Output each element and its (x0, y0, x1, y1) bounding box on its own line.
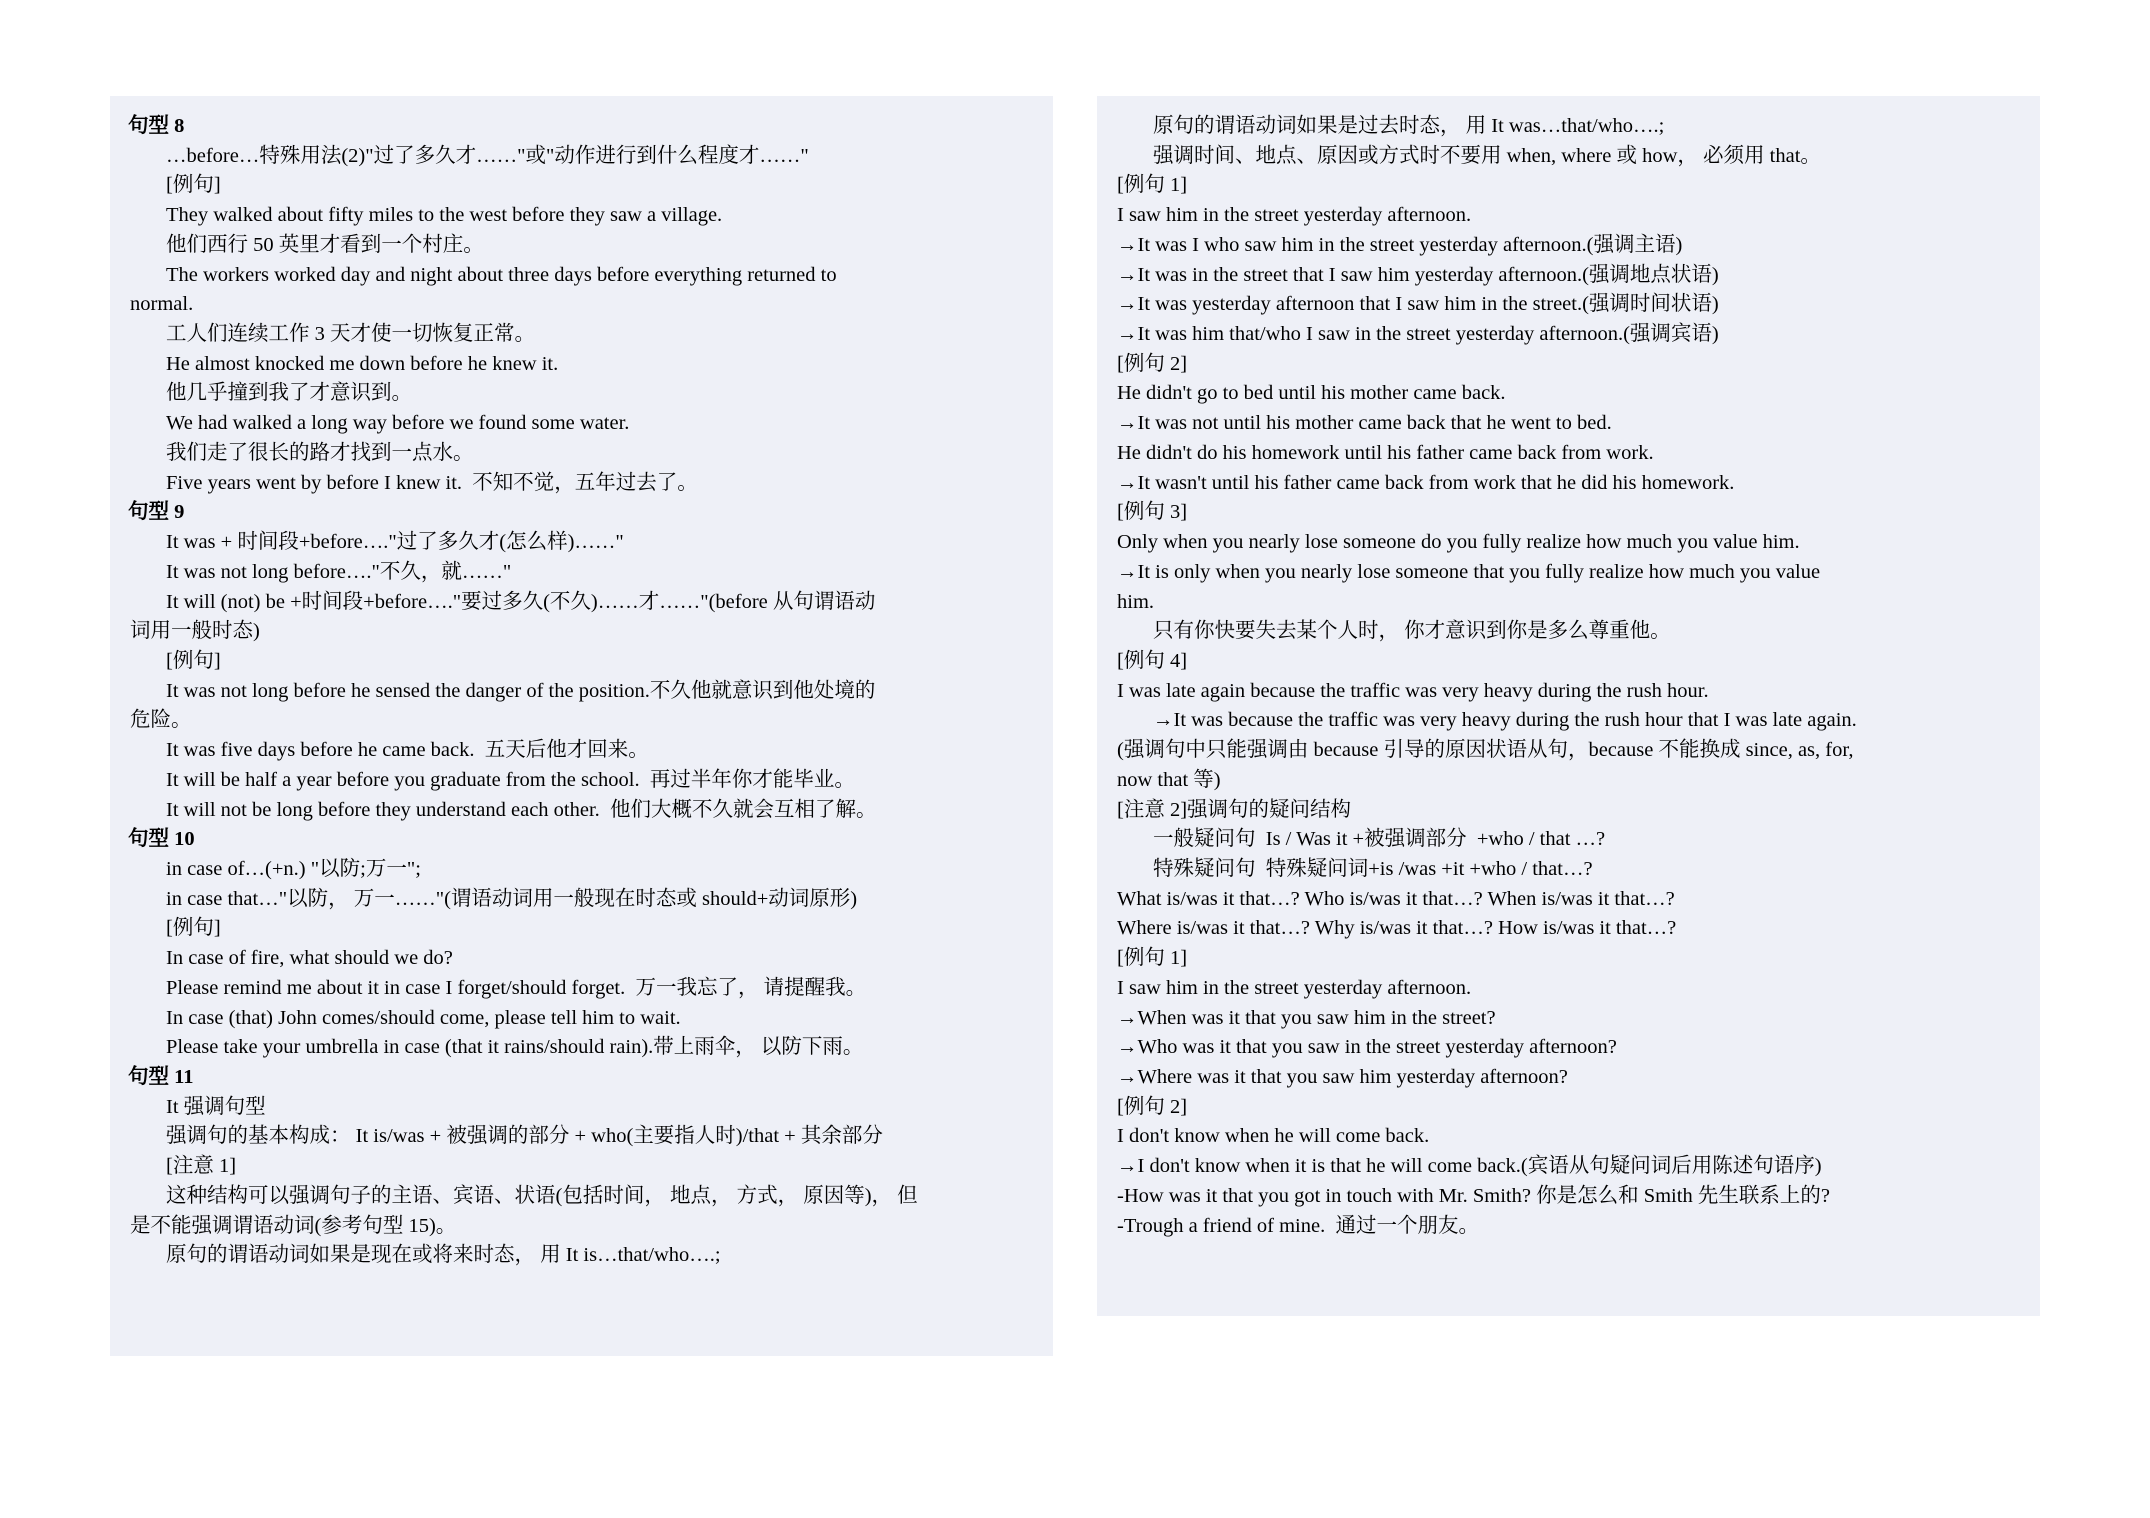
text-line: Only when you nearly lose someone do you fully realize how much you value him. (1117, 531, 1800, 554)
text-line: It will not be long before they understand each other. 他们大概不久就会互相了解。 (166, 798, 877, 821)
text-line: →Where was it that you saw him yesterday afternoon? (1117, 1066, 1568, 1088)
text-line: 只有你快要失去某个人时， 你才意识到你是多么尊重他。 (1153, 620, 1671, 643)
text-line: 我们走了很长的路才找到一点水。 (166, 441, 474, 464)
text-line: [例句 2] (1117, 1095, 1188, 1118)
text-line: It 强调句型 (166, 1095, 266, 1118)
text-line: I saw him in the street yesterday afternoon. (1117, 204, 1472, 227)
text-line: Five years went by before I knew it. 不知不觉，五年过去了。 (166, 471, 698, 494)
text-line: [例句 2] (1117, 352, 1188, 375)
text-line: in case that…"以防， 万一……"(谓语动词用一般现在时态或 should+动词原形) (166, 887, 858, 910)
text-line: …before…特殊用法(2)"过了多久才……"或"动作进行到什么程度才……" (166, 144, 809, 167)
text-line: It was + 时间段+before…."过了多久才(怎么样)……" (166, 531, 624, 554)
text-line: In case (that) John comes/should come, please tell him to wait. (166, 1006, 681, 1029)
text-line: →It wasn't until his father came back from work that he did his homework. (1117, 471, 1735, 494)
text-line: →It was in the street that I saw him yesterday afternoon.(强调地点状语) (1117, 263, 1719, 286)
text-line: -Trough a friend of mine. 通过一个朋友。 (1117, 1214, 1479, 1237)
text-line: The workers worked day and night about three days before everything returned to (166, 263, 837, 286)
text-line: 他们西行 50 英里才看到一个村庄。 (166, 233, 484, 256)
text-line: 是不能强调谓语动词(参考句型 15)。 (130, 1214, 457, 1237)
text-line: We had walked a long way before we found some water. (166, 412, 630, 435)
text-line: normal. (130, 293, 194, 316)
text-line: Where is/was it that…? Why is/was it that…? How is/was it that…? (1117, 917, 1677, 940)
left-column (110, 96, 1053, 1356)
text-line: 强调句的基本构成： It is/was + 被强调的部分 + who(主要指人时)/that + 其余部分 (166, 1125, 883, 1148)
text-line: 原句的谓语动词如果是现在或将来时态， 用 It is…that/who….; (166, 1244, 721, 1267)
text-line: →It was yesterday afternoon that I saw him in the street.(强调时间状语) (1117, 293, 1719, 316)
text-line: It will (not) be +时间段+before…."要过多久(不久)……才……"(before 从句谓语动 (166, 590, 876, 613)
text-line: 特殊疑问句 特殊疑问词+is /was +it +who / that…? (1153, 857, 1593, 880)
text-line: →It was I who saw him in the street yesterday afternoon.(强调主语) (1117, 233, 1683, 256)
section-heading: 句型 9 (128, 501, 185, 524)
right-column (1097, 96, 2040, 1316)
text-line: 工人们连续工作 3 天才使一切恢复正常。 (166, 323, 535, 346)
text-line: I saw him in the street yesterday afternoon. (1117, 976, 1472, 999)
text-line: 原句的谓语动词如果是过去时态， 用 It was…that/who….; (1153, 115, 1665, 137)
text-line: It was five days before he came back. 五天后他才回来。 (166, 739, 649, 762)
section-heading: 句型 8 (128, 115, 185, 137)
text-line: [例句 3] (1117, 501, 1188, 524)
text-line: What is/was it that…? Who is/was it that…? When is/was it that…? (1117, 887, 1675, 910)
text-line: him. (1117, 590, 1155, 613)
section-heading: 句型 10 (128, 828, 195, 851)
text-line: →It was not until his mother came back that he went to bed. (1117, 412, 1612, 435)
text-line: in case of…(+n.) "以防;万一"; (166, 857, 421, 880)
text-line: (强调句中只能强调由 because 引导的原因状语从句，because 不能换成 since, as, for, (1117, 739, 1854, 762)
text-line: It was not long before…."不久，就……" (166, 560, 512, 583)
section-heading: 句型 11 (128, 1066, 194, 1088)
text-line: Please take your umbrella in case (that it rains/should rain).带上雨伞， 以防下雨。 (166, 1036, 864, 1059)
text-line: 他几乎撞到我了才意识到。 (166, 382, 412, 405)
text-line: 这种结构可以强调句子的主语、宾语、状语(包括时间， 地点， 方式， 原因等)， 但 (166, 1184, 918, 1207)
text-line: In case of fire, what should we do? (166, 947, 453, 970)
text-line: 一般疑问句 Is / Was it +被强调部分 +who / that …? (1153, 828, 1606, 851)
text-line: →I don't know when it is that he will come back.(宾语从句疑问词后用陈述句语序) (1117, 1155, 1822, 1178)
text-line: [注意 1] (166, 1155, 237, 1178)
text-line: →Who was it that you saw in the street yesterday afternoon? (1117, 1036, 1617, 1059)
text-line: He didn't do his homework until his father came back from work. (1117, 441, 1654, 464)
text-line: [注意 2]强调句的疑问结构 (1117, 798, 1352, 821)
text-line: I was late again because the traffic was very heavy during the rush hour. (1117, 679, 1709, 702)
text-line: →It is only when you nearly lose someone that you fully realize how much you value (1117, 560, 1821, 583)
text-line: 强调时间、地点、原因或方式时不要用 when, where 或 how， 必须用 that。 (1153, 144, 1821, 167)
text-line: It will be half a year before you graduate from the school. 再过半年你才能毕业。 (166, 768, 855, 791)
text-line: →It was because the traffic was very heavy during the rush hour that I was late again. (1153, 709, 1857, 732)
text-line: He didn't go to bed until his mother came back. (1117, 382, 1506, 405)
text-line: [例句 4] (1117, 649, 1188, 672)
text-line: He almost knocked me down before he knew it. (166, 352, 559, 375)
text-line: now that 等) (1117, 768, 1221, 791)
text-line: They walked about fifty miles to the west before they saw a village. (166, 204, 723, 227)
text-line: It was not long before he sensed the danger of the position.不久他就意识到他处境的 (166, 679, 876, 702)
text-line: [例句 1] (1117, 947, 1188, 970)
text-line: 危险。 (130, 709, 192, 732)
text-line: [例句] (166, 917, 221, 940)
text-line: -How was it that you got in touch with Mr. Smith? 你是怎么和 Smith 先生联系上的? (1117, 1184, 1830, 1207)
text-line: Please remind me about it in case I forget/should forget. 万一我忘了， 请提醒我。 (166, 976, 867, 999)
text-line: →It was him that/who I saw in the street yesterday afternoon.(强调宾语) (1117, 323, 1719, 346)
text-line: [例句] (166, 649, 221, 672)
text-line: [例句 1] (1117, 174, 1188, 197)
text-line: I don't know when he will come back. (1117, 1125, 1430, 1148)
text-line: →When was it that you saw him in the street? (1117, 1006, 1496, 1029)
text-line: 词用一般时态) (130, 620, 260, 643)
text-line: [例句] (166, 174, 221, 197)
